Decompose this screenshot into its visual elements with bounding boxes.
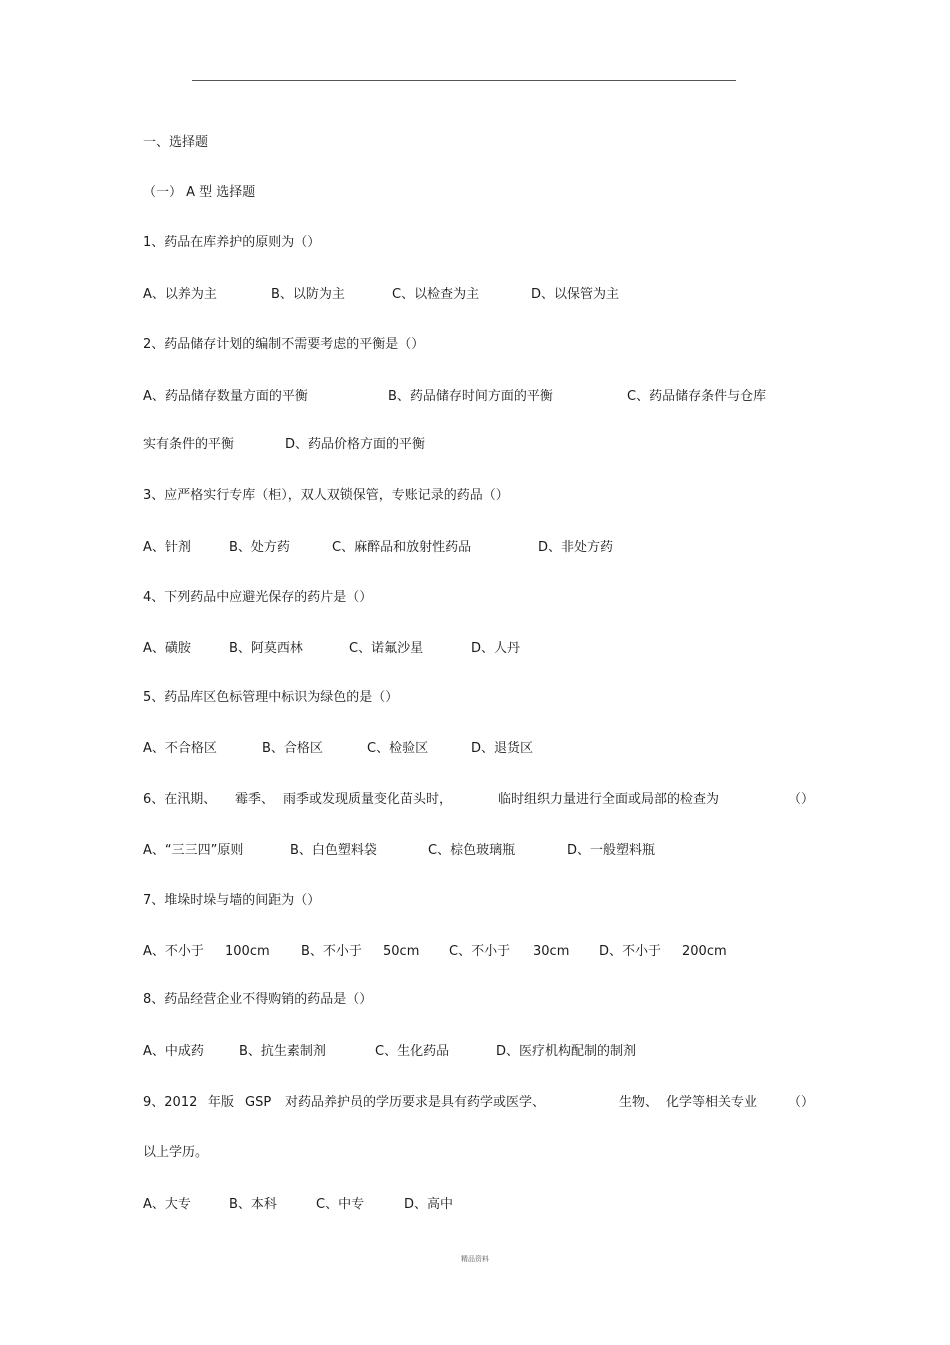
- question-text-part: 9、2012: [143, 1095, 198, 1110]
- option-a: A、“三三四”原则: [143, 843, 244, 858]
- option-d-label: D、不小于: [599, 944, 662, 959]
- subsection-title: （一） A 型 选择题: [143, 185, 256, 200]
- option-c: C、麻醉品和放射性药品: [332, 540, 472, 555]
- option-a-value: 100cm: [225, 944, 270, 959]
- answer-blank: （）: [788, 792, 815, 807]
- answer-blank: （）: [788, 1095, 815, 1110]
- option-b-value: 50cm: [383, 944, 420, 959]
- question-text: 1、药品在库养护的原则为（）: [143, 235, 321, 250]
- option-c: C、以检查为主: [392, 287, 480, 302]
- option-a: A、大专: [143, 1197, 191, 1212]
- question-text-part: 临时组织力量进行全面或局部的检查为: [498, 792, 720, 807]
- section-title: 一、选择题: [143, 135, 209, 150]
- option-b: B、阿莫西林: [229, 641, 303, 656]
- option-d: D、以保管为主: [531, 287, 620, 302]
- option-b: B、药品储存时间方面的平衡: [388, 389, 553, 404]
- option-d: D、非处方药: [538, 540, 614, 555]
- option-a-label: A、不小于: [143, 944, 204, 959]
- option-c: C、中专: [316, 1197, 365, 1212]
- option-d: D、医疗机构配制的制剂: [496, 1044, 637, 1059]
- option-a: A、不合格区: [143, 741, 217, 756]
- question-text: 8、药品经营企业不得购销的药品是（）: [143, 992, 373, 1007]
- option-a: A、药品储存数量方面的平衡: [143, 389, 308, 404]
- option-c: C、棕色玻璃瓶: [428, 843, 516, 858]
- option-c: C、生化药品: [375, 1044, 450, 1059]
- option-b: B、处方药: [229, 540, 290, 555]
- page-footer: 精品资料: [461, 1255, 489, 1263]
- option-b: B、抗生素制剂: [239, 1044, 326, 1059]
- option-c-label: C、不小于: [449, 944, 511, 959]
- question-text-part: 生物、: [619, 1095, 659, 1110]
- option-a: A、中成药: [143, 1044, 204, 1059]
- option-d: D、药品价格方面的平衡: [285, 437, 426, 452]
- question-text-part: 年版: [208, 1095, 235, 1110]
- question-text-part: 对药品养护员的学历要求是具有药学或医学、: [285, 1095, 546, 1110]
- question-text-part: 霉季、: [235, 792, 275, 807]
- option-d-value: 200cm: [682, 944, 727, 959]
- option-a: A、针剂: [143, 540, 191, 555]
- option-b: B、本科: [229, 1197, 277, 1212]
- option-b-label: B、不小于: [301, 944, 362, 959]
- option-c: C、药品储存条件与仓库: [627, 389, 767, 404]
- option-d: D、退货区: [471, 741, 534, 756]
- option-b: B、合格区: [262, 741, 323, 756]
- question-text: 5、药品库区色标管理中标识为绿色的是（）: [143, 690, 399, 705]
- option-d: D、一般塑料瓶: [567, 843, 656, 858]
- question-text-part: 6、在汛期、: [143, 792, 217, 807]
- header-rule: [192, 80, 736, 81]
- option-d: D、高中: [404, 1197, 454, 1212]
- question-text-part: 以上学历。: [143, 1145, 209, 1160]
- question-text: 3、应严格实行专库（柜），双人双锁保管，专账记录的药品（）: [143, 488, 509, 503]
- question-text-part: GSP: [245, 1095, 272, 1110]
- option-d: D、人丹: [471, 641, 521, 656]
- option-a: A、磺胺: [143, 641, 191, 656]
- option-c-value: 30cm: [533, 944, 570, 959]
- option-c-continued: 实有条件的平衡: [143, 437, 235, 452]
- question-text: 2、药品储存计划的编制不需要考虑的平衡是（）: [143, 337, 425, 352]
- option-a: A、以养为主: [143, 287, 217, 302]
- question-text-part: 化学等相关专业: [666, 1095, 758, 1110]
- option-b: B、白色塑料袋: [290, 843, 377, 858]
- option-c: C、诺氟沙星: [349, 641, 424, 656]
- question-text: 4、下列药品中应避光保存的药片是（）: [143, 590, 373, 605]
- question-text-part: 雨季或发现质量变化苗头时，: [283, 792, 453, 807]
- option-c: C、检验区: [367, 741, 429, 756]
- option-b: B、以防为主: [271, 287, 345, 302]
- question-text: 7、堆垛时垛与墙的间距为（）: [143, 893, 321, 908]
